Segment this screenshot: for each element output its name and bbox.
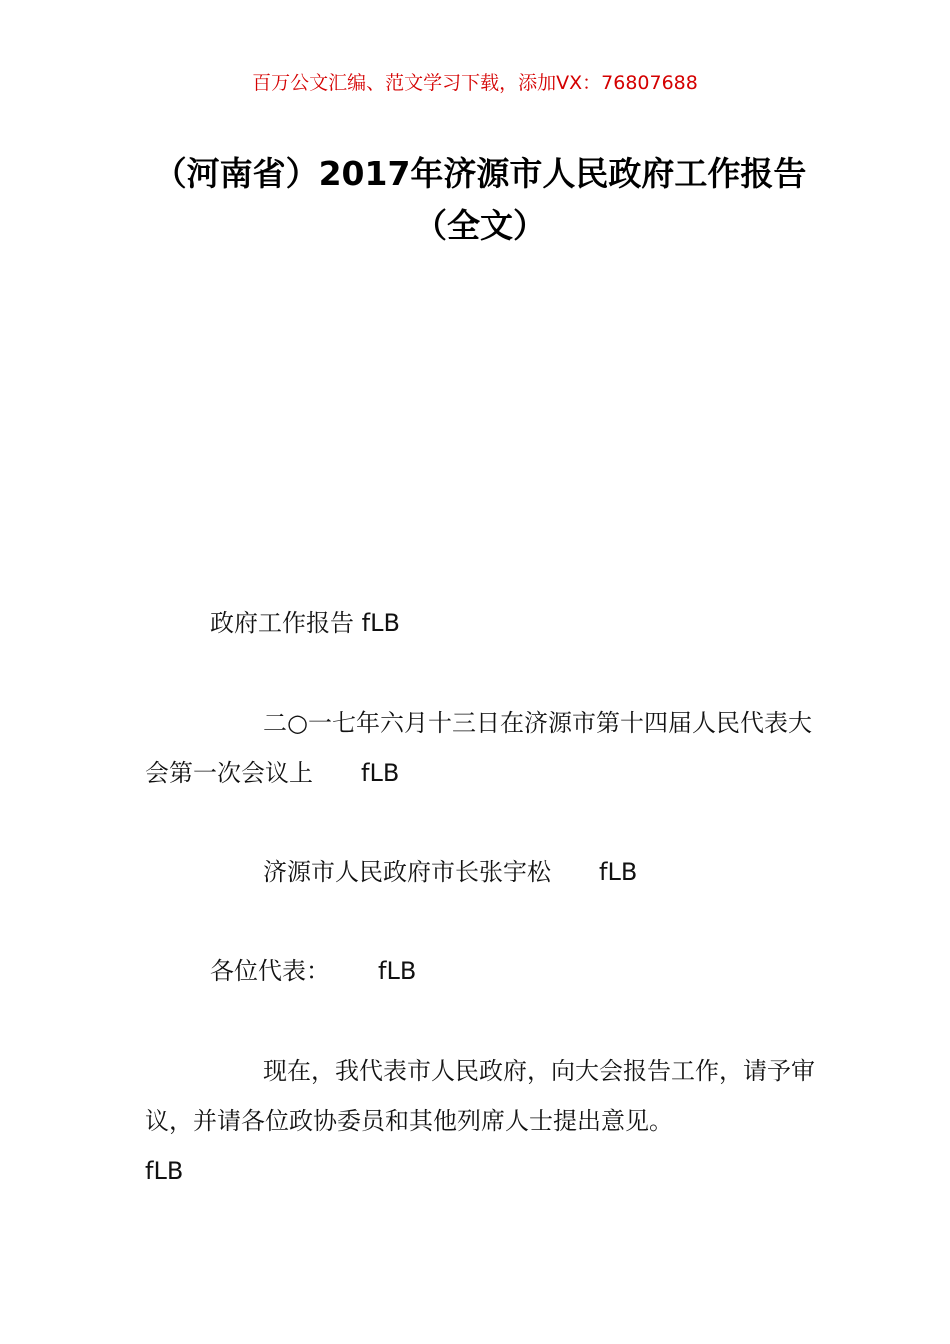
paragraph-report-label: [210, 598, 400, 648]
document-title: （河南省）2017年济源市人民政府工作报告（全文）: [153, 154, 807, 245]
paragraph-mark: fLB: [599, 858, 638, 886]
paragraph-mark: fLB: [378, 957, 417, 985]
paragraph-meeting-date: [145, 698, 815, 798]
paragraph-text: 政府工作报告: [210, 609, 354, 637]
paragraph-speaker: [263, 847, 637, 897]
header-watermark-note: 百万公文汇编、范文学习下载，添加VX：76807688: [252, 72, 698, 94]
paragraph-text: 各位代表：: [210, 957, 330, 985]
paragraph-mark: fLB: [361, 759, 400, 787]
paragraph-text: 现在，我代表市人民政府，向大会报告工作，请予审议，并请各位政协委员和其他列席人士提出意见。: [145, 1057, 815, 1135]
paragraph-text: 二○一七年六月十三日在济源市第十四届人民代表大会第一次会议上: [145, 709, 812, 787]
paragraph-opening: [145, 1046, 815, 1196]
paragraph-mark: fLB: [145, 1157, 184, 1185]
paragraph-text: 济源市人民政府市长张宇松: [263, 858, 551, 886]
paragraph-salutation: [210, 946, 416, 996]
paragraph-mark: fLB: [361, 609, 400, 637]
